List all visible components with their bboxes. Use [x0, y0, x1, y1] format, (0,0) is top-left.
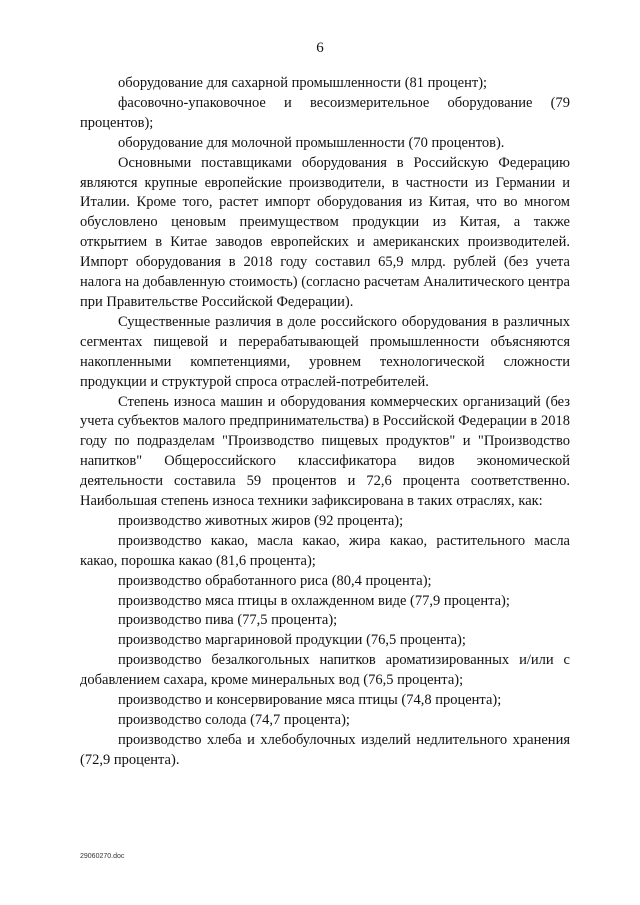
paragraph-suppliers: Основными поставщиками оборудования в Российскую Федерацию являются крупные европейские производители, в частности из Германии и Италии. Кроме того, растет импорт оборудования из Китая, что во многом обусловлено ценовым преимуществом продукции из Китая, а также открытием в Китае заводов европейских и американских производителей. Импорт оборудования в 2018 году составил 65,9 млрд. рублей (без учета налога на добавленную стоимость) (согласно расчетам Аналитического центра при Правительстве Российской Федерации). — [80, 154, 570, 310]
list-item-margarine: производство маргариновой продукции (76,5 процента); — [118, 632, 466, 649]
page-number: 6 — [316, 40, 324, 56]
list-item-sugar-equipment: оборудование для сахарной промышленности (81 процент); — [118, 75, 488, 91]
paragraph-depreciation: Степень износа машин и оборудования коммерческих организаций (без учета субъектов малого предпринимательства) в Российской Федерации в 2018 году по подразделам "Производство пищевых продуктов" и "Производство напитков" Общероссийского классификатора видов экономической деятельности составила 59 процентов и 72,6 процента соответственно. Наибольшая степень износа техники зафиксирована в таких отраслях, как: — [80, 393, 570, 510]
list-item-cocoa: производство какао, масла какао, жира какао, растительного масла какао, порошка какао (81,6 процента); — [80, 532, 570, 569]
file-name-footer: 29060270.doc — [80, 853, 125, 860]
list-item-animal-fats: производство животных жиров (92 процента); — [118, 512, 404, 529]
list-item-poultry-canning: производство и консервирование мяса птицы (74,8 процента); — [118, 692, 502, 709]
list-item-malt: производство солода (74,7 процента); — [118, 712, 350, 728]
list-item-chilled-poultry: производство мяса птицы в охлажденном виде (77,9 процента); — [118, 592, 510, 609]
list-item-rice: производство обработанного риса (80,4 процента); — [118, 572, 432, 589]
list-item-packaging-equipment: фасовочно-упаковочное и весоизмерительное оборудование (79 процентов); — [80, 94, 570, 131]
list-item-bread: производство хлеба и хлебобулочных изделий недлительного хранения (72,9 процента). — [80, 731, 570, 768]
paragraph-differences: Существенные различия в доле российского оборудования в различных сегментах пищевой и перерабатывающей промышленности объясняются накопленными компетенциями, уровнем технологической сложности продукции и структурой спроса отраслей-потребителей. — [80, 313, 570, 390]
list-item-dairy-equipment: оборудование для молочной промышленности (70 процентов). — [118, 134, 505, 151]
list-item-soft-drinks: производство безалкогольных напитков ароматизированных и/или с добавлением сахара, кроме минеральных вод (76,5 процента); — [80, 652, 570, 689]
document-body — [80, 74, 570, 771]
list-item-beer: производство пива (77,5 процента); — [118, 612, 338, 629]
